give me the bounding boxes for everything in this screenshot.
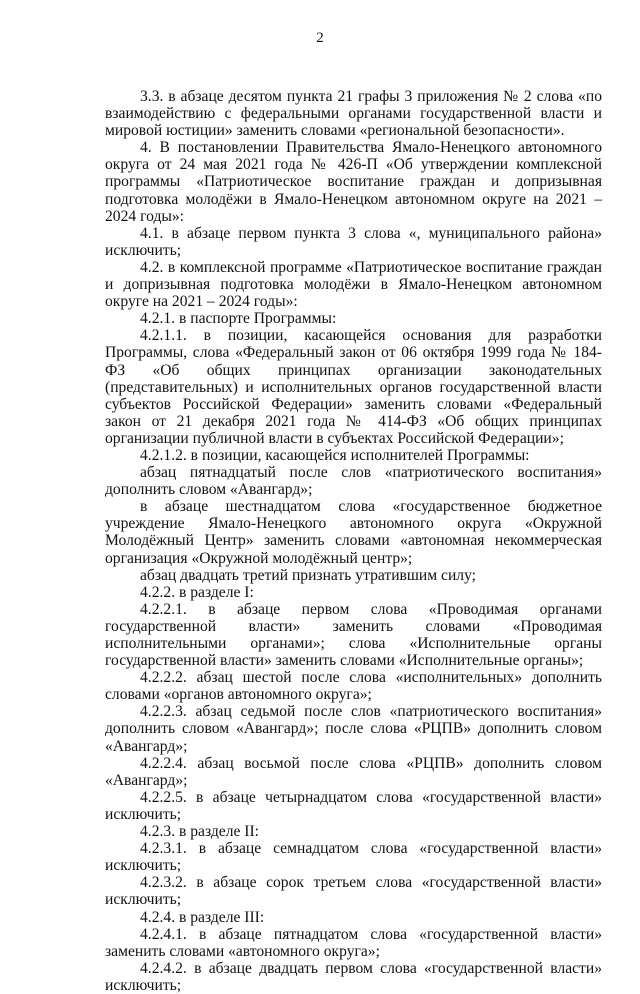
page-number: 2	[316, 30, 324, 46]
paragraph-4-2-2: 4.2.2. в разделе I:	[140, 583, 254, 601]
paragraph-4-2-2-1: 4.2.2.1. в абзаце первом слова «Проводимая органами государственной власти» заменить словами «Проводимая исполнительными органами»; слова «Исполнительные органы государственной власти» заменить словами «Исполнительные органы»;	[105, 600, 602, 670]
document-body	[105, 88, 602, 994]
paragraph-4-2-1-2: 4.2.1.2. в позиции, касающейся исполнителей Программы:	[140, 446, 530, 464]
paragraph-3-3: 3.3. в абзаце десятом пункта 21 графы 3 приложения № 2 слова «по взаимодействию с федеральными органами государственной власти и мировой юстиции» заменить словами «региональной безопасности».	[105, 88, 602, 140]
paragraph-4-2-2-2: 4.2.2.2. абзац шестой после слова «исполнительных» дополнить словами «органов автономного округа»;	[105, 669, 602, 704]
paragraph-4-2-2-5: 4.2.2.5. в абзаце четырнадцатом слова «государственной власти» исключить;	[105, 788, 602, 823]
paragraph-4-2-3: 4.2.3. в разделе II:	[140, 823, 260, 841]
paragraph-abzac-23: абзац двадцать третий признать утратившим силу;	[140, 566, 477, 584]
paragraph-4-2-4-2: 4.2.4.2. в абзаце двадцать первом слова «государственной власти» исключить;	[105, 959, 602, 994]
paragraph-4-2-3-1: 4.2.3.1. в абзаце семнадцатом слова «государственной власти» исключить;	[105, 840, 602, 875]
paragraph-4-2-1: 4.2.1. в паспорте Программы:	[140, 310, 337, 328]
paragraph-4-2-2-4: 4.2.2.4. абзац восьмой после слова «РЦПВ» дополнить словом «Авангард»;	[105, 754, 602, 789]
paragraph-4-2-3-2: 4.2.3.2. в абзаце сорок третьем слова «государственной власти» исключить;	[105, 874, 602, 909]
paragraph-4-2: 4.2. в комплексной программе «Патриотическое воспитание граждан и допризывная подготовка молодёжи в Ямало-Ненецком автономном округе на 2021 – 2024 годы»:	[105, 258, 602, 311]
paragraph-4-2-2-3: 4.2.2.3. абзац седьмой после слов «патриотического воспитания» дополнить словом «Авангард»; после слова «РЦПВ» дополнить словом «Авангард»;	[105, 703, 602, 755]
paragraph-4-2-4-1: 4.2.4.1. в абзаце пятнадцатом слова «государственной власти» заменить словами «автономного округа»;	[105, 925, 602, 960]
paragraph-4-2-4: 4.2.4. в разделе III:	[140, 908, 265, 926]
paragraph-4-2-1-1: 4.2.1.1. в позиции, касающейся основания для разработки Программы, слова «Федеральный закон от 06 октября 1999 года № 184-ФЗ «Об общих принципах организации законодательных (представительных) и исполнительных органов государственной власти субъектов Российской Федерации» заменить словами «Федеральный закон от 21 декабря 2021 года № 414-ФЗ «Об общих принципах организации публичной власти в субъектах Российской Федерации»;	[105, 327, 602, 447]
paragraph-4-1: 4.1. в абзаце первом пункта 3 слова «, муниципального района» исключить;	[105, 224, 602, 259]
paragraph-4: 4. В постановлении Правительства Ямало-Ненецкого автономного округа от 24 мая 2021 года № 426-П «Об утверждении комплексной программы «Патриотическое воспитание граждан и допризывная подготовка молодёжи в Ямало-Ненецком автономном округе на 2021 – 2024 годы»:	[105, 139, 602, 225]
paragraph-abzac-16: в абзаце шестнадцатом слова «государственное бюджетное учреждение Ямало-Ненецкого автономного округа «Окружной Молодёжный Центр» заменить словами «автономная некоммерческая организация «Окружной молодёжный центр»;	[105, 498, 602, 567]
paragraph-abzac-15: абзац пятнадцатый после слов «патриотического воспитания» дополнить словом «Авангард»;	[105, 464, 602, 499]
